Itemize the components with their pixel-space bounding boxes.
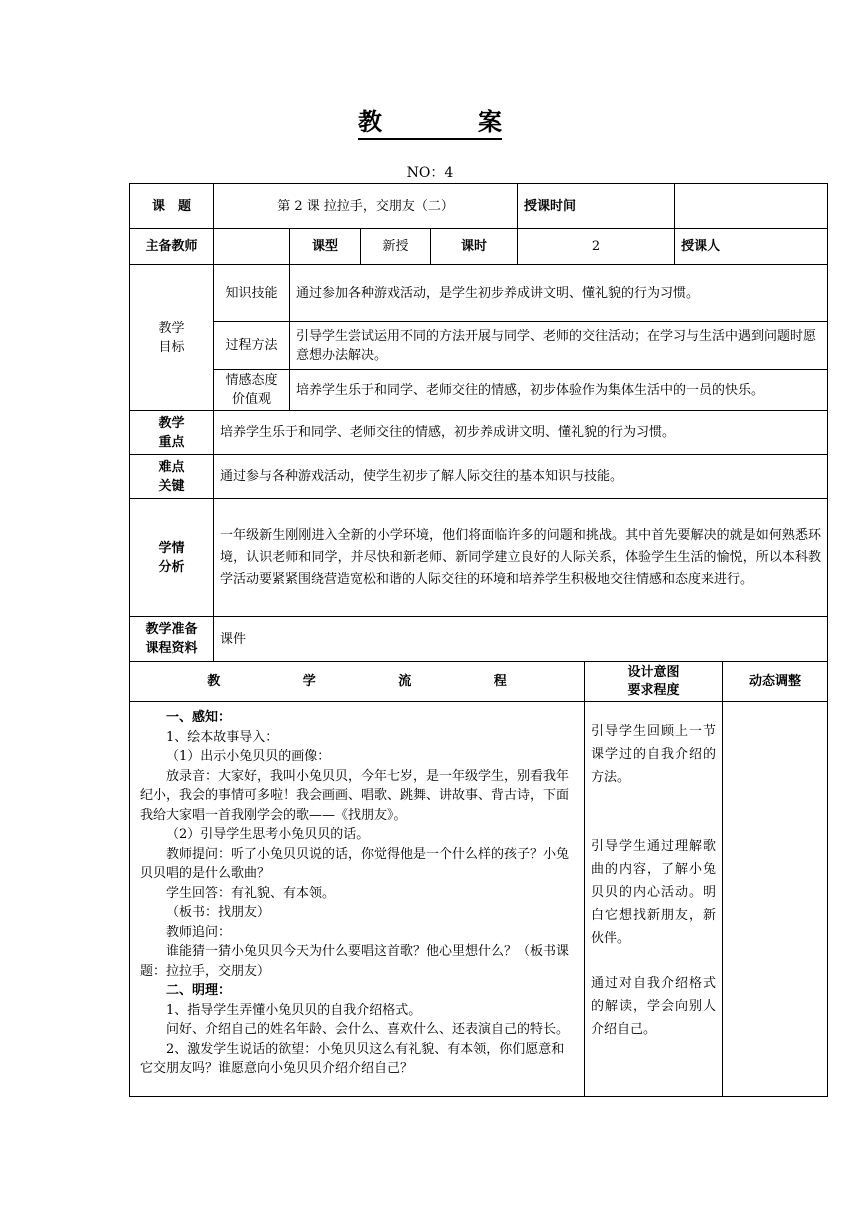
design-intent-header-line1: 设计意图	[627, 664, 680, 680]
goals-label	[130, 265, 214, 411]
title-char-right: 案	[478, 102, 502, 140]
row-flow-content	[130, 702, 828, 1097]
flow-line: 1、绘本故事导入：	[166, 729, 279, 745]
document-title	[0, 102, 860, 140]
lesson-type-value: 新授	[361, 229, 431, 265]
flow-line: （板书：找朋友）	[166, 905, 271, 920]
flow-line: 谁能猜一猜小兔贝贝今天为什么要唱这首歌？他心里想什么？（板书课题：拉拉手，交朋友）	[140, 944, 570, 979]
flow-line: 二、明理：	[166, 983, 232, 998]
flow-header-char: 流	[398, 674, 412, 689]
row-analysis	[130, 499, 828, 617]
design-intent-header	[585, 662, 723, 702]
focus-text: 培养学生乐于和同学、老师交往的情感，初步养成讲文明、懂礼貌的行为习惯。	[214, 411, 828, 455]
row-goal-process	[130, 322, 828, 370]
design-note: 引导学生回顾上一节课学过的自我介绍的方法。	[591, 724, 717, 785]
flow-line: 2、激发学生说话的欲望：小兔贝贝这么有礼貌、有本领，你们愿意和它交朋友吗？谁愿意向小兔贝贝介绍介绍自己？	[140, 1041, 565, 1076]
row-prep	[130, 617, 828, 662]
prep-label-line2: 课程资料	[145, 641, 198, 656]
flow-line: 问好、介绍自己的姓名年龄、会什么、喜欢什么、还表演自己的特长。	[166, 1022, 570, 1037]
title-underline	[382, 111, 478, 140]
adjust-content[interactable]	[723, 702, 828, 1097]
goals-label-line2: 目标	[158, 339, 185, 355]
flow-line: 教师追问：	[166, 924, 232, 940]
adjust-header: 动态调整	[723, 662, 828, 702]
topic-label: 课 题	[130, 184, 214, 229]
flow-line: （1）出示小兔贝贝的画像：	[166, 749, 331, 764]
row-goal-knowledge	[130, 265, 828, 322]
lesson-plan-table	[129, 183, 828, 1097]
lesson-type-label: 课型	[290, 229, 361, 265]
topic-value: 第 2 课 拉拉手，交朋友（二）	[214, 184, 518, 229]
flow-content	[130, 702, 585, 1097]
goal-emotion-label-line1: 情感态度	[225, 373, 278, 388]
instructor-label: 授课人	[675, 229, 828, 265]
design-note: 引导学生通过理解歌曲的内容，了解小兔贝贝的内心活动。明白它想找新朋友，新伙伴。	[591, 839, 717, 946]
goal-emotion-label-line2: 价值观	[231, 392, 271, 407]
flow-line: 教师提问：听了小兔贝贝说的话，你觉得他是一个什么样的孩子？小兔贝贝唱的是什么歌曲？	[140, 846, 570, 881]
design-note: 通过对自我介绍格式的解读，学会向别人介绍自己。	[591, 976, 717, 1037]
flow-line: 一、感知：	[166, 710, 232, 725]
goal-knowledge-text: 通过参加各种游戏活动，是学生初步养成讲文明、懂礼貌的行为习惯。	[290, 265, 828, 322]
flow-line: 放录音：大家好，我叫小兔贝贝，今年七岁，是一年级学生，别看我年纪小，我会的事情可多啦！我会画画、唱歌、跳舞、讲故事、背古诗，下面我给大家唱一首我刚学会的歌——《找朋友》。	[140, 768, 570, 823]
difficulty-label-line2: 关键	[158, 478, 185, 494]
analysis-text: 一年级新生刚刚进入全新的小学环境，他们将面临许多的问题和挑战。其中首先要解决的就是如何熟悉环境，认识老师和同学，并尽快和新老师、新同学建立良好的人际关系，体验学生生活的愉悦，所以本科教学活动要紧紧围绕营造宽松和谐的人际交往的环境和培养学生积极地交往情感和态度来进行。	[214, 499, 828, 617]
row-flow-header	[130, 662, 828, 702]
prep-label-line1: 教学准备	[145, 622, 198, 637]
title-char-left: 教	[358, 102, 382, 140]
analysis-label-line2: 分析	[158, 559, 185, 575]
flow-header-label	[130, 662, 585, 702]
class-time-label: 授课时间	[518, 184, 675, 229]
flow-line: 1、指导学生弄懂小兔贝贝的自我介绍格式。	[166, 1002, 422, 1018]
goal-process-label: 过程方法	[214, 322, 290, 370]
row-difficulty	[130, 455, 828, 499]
goal-knowledge-label: 知识技能	[214, 265, 290, 322]
goal-emotion-text: 培养学生乐于和同学、老师交往的情感，初步体验作为集体生活中的一员的快乐。	[290, 370, 828, 411]
class-hours-label: 课时	[431, 229, 518, 265]
analysis-label	[130, 499, 214, 617]
analysis-label-line1: 学情	[158, 540, 185, 556]
flow-header-char: 程	[493, 674, 507, 689]
goals-label-line1: 教学	[158, 320, 185, 336]
main-teacher-label: 主备教师	[130, 229, 214, 265]
focus-label	[130, 411, 214, 455]
main-teacher-value[interactable]	[214, 229, 290, 265]
row-focus	[130, 411, 828, 455]
difficulty-label	[130, 455, 214, 499]
flow-header-char: 教	[207, 674, 221, 689]
row-teacher	[130, 229, 828, 265]
difficulty-text: 通过参与各种游戏活动，使学生初步了解人际交往的基本知识与技能。	[214, 455, 828, 499]
focus-label-line2: 重点	[158, 434, 185, 450]
row-goal-emotion	[130, 370, 828, 411]
design-intent-content	[585, 702, 723, 1097]
flow-line: 学生回答：有礼貌、有本领。	[166, 885, 336, 901]
row-topic	[130, 184, 828, 229]
design-intent-header-line2: 要求程度	[627, 682, 680, 698]
prep-text: 课件	[214, 617, 828, 662]
document-number: NO：4	[406, 165, 454, 181]
goal-process-text: 引导学生尝试运用不同的方法开展与同学、老师的交往活动；在学习与生活中遇到问题时愿意想办法解决。	[290, 322, 828, 370]
flow-header-char: 学	[302, 674, 316, 689]
goal-emotion-label	[214, 370, 290, 411]
difficulty-label-line1: 难点	[158, 459, 185, 475]
class-time-value[interactable]	[675, 184, 828, 229]
prep-label	[130, 617, 214, 662]
flow-line: （2）引导学生思考小兔贝贝的话。	[166, 827, 370, 842]
focus-label-line1: 教学	[158, 415, 185, 431]
class-hours-value: 2	[518, 229, 675, 265]
